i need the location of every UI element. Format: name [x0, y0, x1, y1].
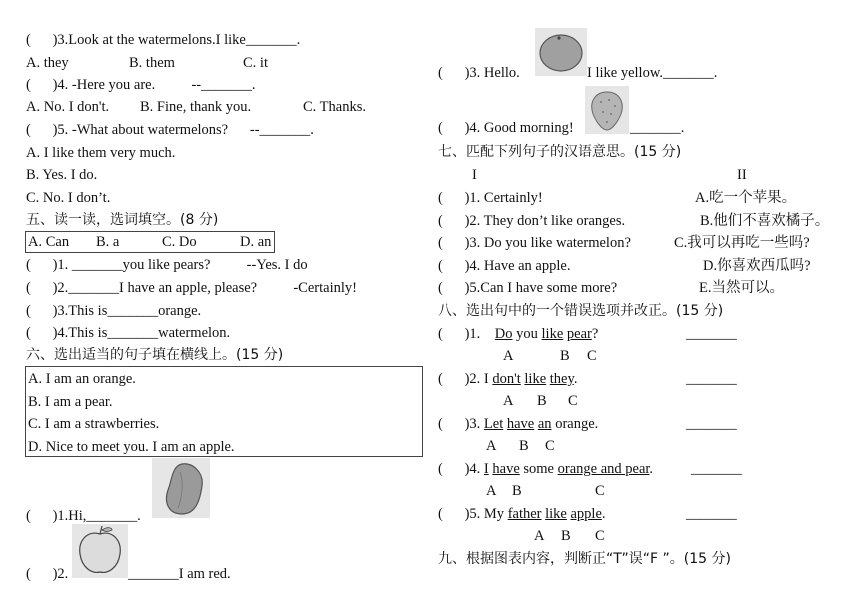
q5-option-c: C. No. I don’t.	[26, 190, 111, 206]
sec8-sentence-3: ( )3. Let have an orange.	[438, 416, 599, 432]
sec8-answer-blank-5: _______	[686, 506, 737, 522]
section-5-title: 五、读一读，选词填空。(8 分)	[26, 212, 219, 228]
column-ii-header: II	[737, 167, 747, 183]
section-7-title: 七、匹配下列句子的汉语意思。(15 分)	[438, 144, 682, 160]
section-8-title: 八、选出句中的一个错误选项并改正。(15 分)	[438, 303, 724, 319]
sec8-sentence-4: ( )4. I have some orange and pear.	[438, 461, 654, 477]
question-5: ( )5. -What about watermelons? --_______.	[26, 122, 314, 138]
sec8-2-letter-b: B	[537, 393, 547, 409]
q5-option-b: B. Yes. I do.	[26, 167, 98, 183]
word-d: D. an	[240, 234, 272, 250]
q3-option-b: B. them	[129, 55, 175, 71]
sec6-question-1: ( )1.Hi,_______.	[26, 508, 141, 524]
sec8-3-letter-b: B	[519, 438, 529, 454]
right-question-3-suffix: I like yellow._______.	[587, 65, 718, 81]
sec5-item-1: ( )1. _______you like pears? --Yes. I do	[26, 257, 308, 273]
sec6-question-2-prefix: ( )2.	[26, 566, 69, 582]
word-a: A. Can	[28, 234, 70, 250]
sec8-sentence-1: ( )1. Do you like pear?	[438, 326, 599, 342]
orange-picture	[535, 28, 587, 76]
apple-icon	[72, 524, 128, 578]
word-b: B. a	[96, 234, 120, 250]
sec7-zh-c: C.我可以再吃一些吗?	[674, 235, 810, 251]
sec7-zh-a: A.吃一个苹果。	[695, 190, 797, 206]
sec8-1-letter-a: A	[503, 348, 514, 364]
q3-option-a: A. they	[26, 55, 69, 71]
sec8-5-letter-a: A	[534, 528, 545, 544]
sec7-en-3: ( )3. Do you like watermelon?	[438, 235, 631, 251]
question-3: ( )3.Look at the watermelons.I like_______.	[26, 32, 301, 48]
sec5-item-2: ( )2._______I have an apple, please? -Certainly!	[26, 280, 357, 296]
sec8-answer-blank-1: _______	[686, 326, 737, 342]
sec7-zh-d: D.你喜欢西瓜吗?	[703, 258, 811, 274]
sec6-option-c: C. I am a strawberries.	[28, 416, 160, 432]
sec6-option-b: B. I am a pear.	[28, 394, 113, 410]
word-c: C. Do	[162, 234, 197, 250]
q4-option-b: B. Fine, thank you.	[140, 99, 252, 115]
sec8-4-letter-a: A	[486, 483, 497, 499]
sec8-answer-blank-3: _______	[686, 416, 737, 432]
sec7-zh-e: E.当然可以。	[699, 280, 784, 296]
sec8-answer-blank-2: _______	[686, 371, 737, 387]
sec8-1-letter-c: C	[587, 348, 597, 364]
strawberry-picture	[585, 86, 629, 134]
sec8-2-letter-a: A	[503, 393, 514, 409]
sec5-item-4: ( )4.This is_______watermelon.	[26, 325, 231, 341]
sec8-sentence-2: ( )2. I don't like they.	[438, 371, 578, 387]
q5-option-a: A. I like them very much.	[26, 145, 176, 161]
orange-icon	[535, 28, 587, 76]
q4-option-a: A. No. I don't.	[26, 99, 110, 115]
q3-option-c: C. it	[243, 55, 268, 71]
right-question-4-prefix: ( )4. Good morning!	[438, 120, 574, 136]
sec8-sentence-5: ( )5. My father like apple.	[438, 506, 606, 522]
apple-picture	[72, 524, 128, 578]
q4-option-c: C. Thanks.	[303, 99, 366, 115]
sec6-option-a: A. I am an orange.	[28, 371, 136, 387]
sec8-1-letter-b: B	[560, 348, 570, 364]
section-6-title: 六、选出适当的句子填在横线上。(15 分)	[26, 347, 284, 363]
sec8-answer-blank-4: _______	[691, 461, 742, 477]
strawberry-icon	[585, 86, 629, 134]
column-i-header: I	[472, 167, 477, 183]
pear-picture	[152, 458, 210, 518]
question-4: ( )4. -Here you are. --_______.	[26, 77, 256, 93]
right-question-4-suffix: _______.	[630, 120, 685, 136]
sec7-en-2: ( )2. They don’t like oranges.	[438, 213, 626, 229]
sec7-en-5: ( )5.Can I have some more?	[438, 280, 618, 296]
sec7-en-1: ( )1. Certainly!	[438, 190, 543, 206]
pear-icon	[152, 458, 210, 518]
section-9-title: 九、根据图表内容，判断正“T”误“F ”。(15 分)	[438, 551, 731, 567]
sec8-4-letter-b: B	[512, 483, 522, 499]
sec8-2-letter-c: C	[568, 393, 578, 409]
sec5-item-3: ( )3.This is_______orange.	[26, 303, 202, 319]
sec8-4-letter-c: C	[595, 483, 605, 499]
sec6-option-d: D. Nice to meet you. I am an apple.	[28, 439, 235, 455]
sec8-5-letter-b: B	[561, 528, 571, 544]
sec8-3-letter-c: C	[545, 438, 555, 454]
sec8-3-letter-a: A	[486, 438, 497, 454]
sec6-question-2-suffix: _______I am red.	[128, 566, 231, 582]
sec7-en-4: ( )4. Have an apple.	[438, 258, 571, 274]
right-question-3-prefix: ( )3. Hello.	[438, 65, 520, 81]
sec7-zh-b: B.他们不喜欢橘子。	[700, 213, 830, 229]
sec8-5-letter-c: C	[595, 528, 605, 544]
